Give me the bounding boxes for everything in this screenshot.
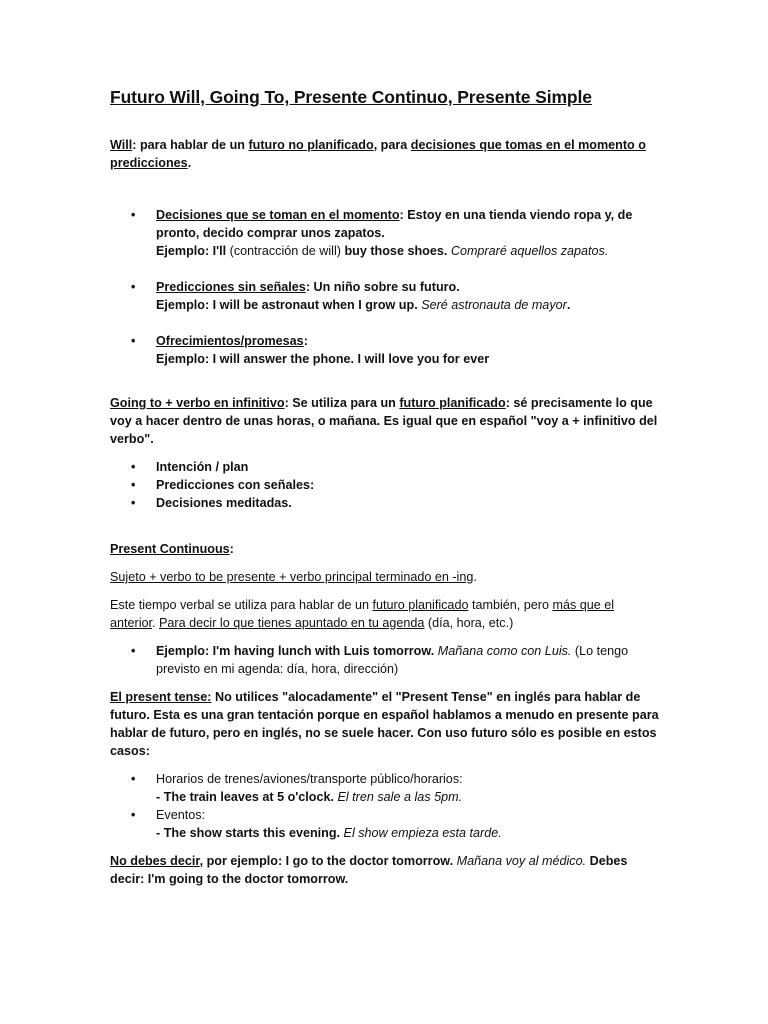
- present-text: hablar de futuro, pero en inglés, no se suele hacer. Con uso futuro sólo es posible en estos: [110, 726, 657, 740]
- going-list: [110, 458, 670, 512]
- continuous-formula-line: [110, 568, 670, 586]
- item-label: • Horarios de trenes/aviones/transporte público/horarios:: [156, 772, 463, 786]
- present-text: futuro. Esta es una gran tentación porque en español hablamos a menudo en presente para: [110, 708, 659, 722]
- list-item: • Predicciones con señales:: [110, 476, 670, 494]
- will-text: .: [187, 156, 192, 170]
- example-translation: Compraré aquellos zapatos.: [447, 244, 609, 258]
- going-paragraph: [110, 394, 670, 448]
- list-item: • Intención / plan: [110, 458, 670, 476]
- example-end: .: [566, 298, 571, 312]
- will-decisions: decisiones que tomas en el momento o: [410, 138, 646, 152]
- present-text: No utilices "alocadamente" el "Present Tense" en inglés para hablar de: [211, 690, 641, 704]
- going-heading: Going to + verbo en infinitivo: [110, 396, 285, 410]
- continuous-planned: futuro planificado: [372, 598, 469, 612]
- continuous-paragraph: [110, 596, 670, 632]
- example-line: [156, 642, 670, 660]
- item-text: :: [303, 334, 308, 348]
- closing-heading: No debes decir: [110, 854, 200, 868]
- present-text: casos:: [110, 744, 150, 758]
- list-item: [110, 206, 670, 260]
- list-item-line: [156, 278, 670, 296]
- example-note: (Lo tengo: [571, 644, 629, 658]
- list-item: • Decisiones meditadas.: [110, 494, 670, 512]
- continuous-colon: :: [229, 542, 234, 556]
- continuous-list: [110, 642, 670, 678]
- going-line-1: [110, 394, 670, 412]
- list-item-line: [156, 206, 670, 224]
- document-body: [110, 86, 670, 888]
- example-label: Ejemplo: I'll: [156, 244, 227, 258]
- item-label: Decisiones que se toman en el momento: [156, 208, 400, 222]
- closing-text: , por ejemplo: I go to the doctor tomorrow.: [199, 854, 454, 868]
- example-line: [156, 242, 670, 260]
- continuous-text: (día, hora, etc.): [424, 616, 514, 630]
- continuous-heading-line: [110, 540, 670, 558]
- going-text: : sé precisamente lo que: [505, 396, 653, 410]
- closing-line-1: [110, 852, 670, 870]
- closing-translation: Mañana voy al médico.: [453, 854, 587, 868]
- example-text: buy those shoes.: [344, 244, 448, 258]
- item-text: pronto, decido comprar unos zapatos.: [156, 226, 385, 240]
- will-unplanned: futuro no planificado: [248, 138, 374, 152]
- will-text: : para hablar de un: [132, 138, 249, 152]
- example-translation: Seré astronauta de mayor: [417, 298, 567, 312]
- continuous-text: Este tiempo verbal se utiliza para hablar de un: [110, 598, 373, 612]
- closing-text: Debes: [586, 854, 628, 868]
- will-text: , para: [373, 138, 411, 152]
- list-item-line: [156, 332, 670, 350]
- example-translation: Mañana como con Luis.: [434, 644, 572, 658]
- item-label: Predicciones sin señales: [156, 280, 306, 294]
- example-note: (contracción de will): [226, 244, 345, 258]
- list-item: [110, 806, 670, 842]
- will-heading: Will: [110, 138, 133, 152]
- formula-end: .: [473, 570, 477, 584]
- continuous-line-2: [110, 614, 670, 632]
- closing-paragraph: [110, 852, 670, 888]
- present-heading: El present tense:: [110, 690, 212, 704]
- page-title: Futuro Will, Going To, Presente Continuo, Presente Simple: [110, 87, 592, 107]
- example-translation: El tren sale a las 5pm.: [333, 790, 463, 804]
- continuous-heading: Present Continuous: [110, 542, 230, 556]
- continuous-text: .: [152, 616, 160, 630]
- continuous-text: también, pero: [468, 598, 553, 612]
- going-text: verbo".: [110, 432, 154, 446]
- present-line-1: [110, 688, 670, 706]
- example-line: [156, 296, 670, 314]
- example-line: [156, 824, 670, 842]
- example-text: - The train leaves at 5 o'clock.: [156, 790, 334, 804]
- item-text: : Un niño sobre su futuro.: [305, 280, 460, 294]
- present-paragraph: [110, 688, 670, 760]
- continuous-line-1: [110, 596, 670, 614]
- item-label: Ofrecimientos/promesas: [156, 334, 304, 348]
- example-translation: El show empieza esta tarde.: [340, 826, 502, 840]
- going-planned: futuro planificado: [399, 396, 506, 410]
- will-line-2: [110, 154, 670, 172]
- continuous-agenda: Para decir lo que tienes apuntado en tu agenda: [159, 616, 425, 630]
- present-list: [110, 770, 670, 842]
- going-text: : Se utiliza para un: [284, 396, 400, 410]
- example-text: - The show starts this evening.: [156, 826, 341, 840]
- will-predictions: predicciones: [110, 156, 188, 170]
- continuous-more: más que el: [552, 598, 615, 612]
- example-note: previsto en mi agenda: día, hora, dirección): [156, 662, 399, 676]
- list-item: [110, 278, 670, 314]
- going-text: voy a hacer dentro de unas horas, o mañana. Es igual que en español "voy a + infinitivo del: [110, 414, 658, 428]
- will-paragraph: [110, 136, 670, 172]
- example-text: Ejemplo: I will be astronaut when I grow up.: [156, 298, 418, 312]
- will-list: [110, 206, 670, 368]
- list-item: [110, 770, 670, 806]
- item-text: : Estoy en una tienda viendo ropa y, de: [399, 208, 633, 222]
- list-item: [110, 332, 670, 368]
- will-line-1: [110, 136, 670, 154]
- closing-text: decir: I'm going to the doctor tomorrow.: [110, 872, 349, 886]
- list-item: [110, 642, 670, 678]
- item-label: • Eventos:: [156, 808, 206, 822]
- continuous-previous: anterior: [110, 616, 153, 630]
- continuous-formula: Sujeto + verbo to be presente + verbo principal terminado en -ing: [110, 570, 474, 584]
- example-text: Ejemplo: I will answer the phone. I will love you for ever: [156, 352, 490, 366]
- example-line: [156, 788, 670, 806]
- example-text: Ejemplo: I'm having lunch with Luis tomorrow.: [156, 644, 435, 658]
